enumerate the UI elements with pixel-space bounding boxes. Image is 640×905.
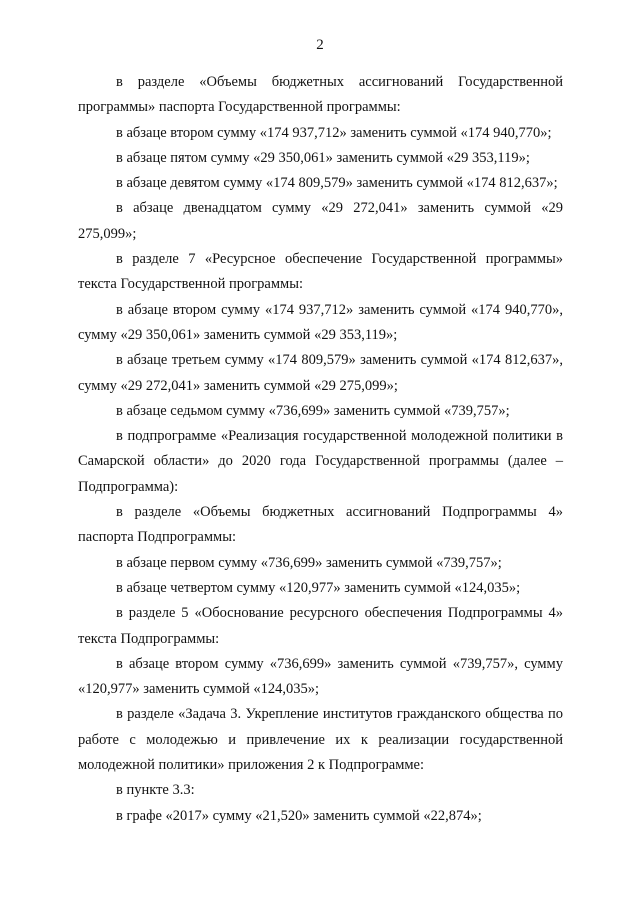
paragraph: в абзаце втором сумму «174 937,712» заменить суммой «174 940,770»; — [116, 124, 552, 141]
paragraph: в разделе 7 «Ресурсное обеспечение Государственной программы» текста Государственной программы: — [78, 251, 563, 293]
paragraph: в абзаце третьем сумму «174 809,579» заменить суммой «174 812,637», сумму «29 272,041» заменить суммой «29 275,099»; — [78, 352, 563, 394]
paragraph: в абзаце двенадцатом сумму «29 272,041» заменить суммой «29 275,099»; — [78, 200, 563, 242]
paragraph: в абзаце втором сумму «174 937,712» заменить суммой «174 940,770», сумму «29 350,061» заменить суммой «29 353,119»; — [78, 301, 563, 343]
paragraph: в подпрограмме «Реализация государственной молодежной политики в Самарской области» до 2020 года Государственной программы (далее – Подпрограмма): — [78, 428, 563, 495]
paragraph: в графе «2017» сумму «21,520» заменить суммой «22,874»; — [116, 807, 482, 824]
page-number: 2 — [316, 37, 324, 53]
document-body — [78, 70, 563, 829]
paragraph: в абзаце седьмом сумму «736,699» заменить суммой «739,757»; — [116, 402, 510, 419]
paragraph: в абзаце первом сумму «736,699» заменить суммой «739,757»; — [116, 554, 502, 571]
paragraph: в абзаце втором сумму «736,699» заменить суммой «739,757», сумму «120,977» заменить суммой «124,035»; — [78, 655, 563, 698]
paragraph: в пункте 3.3: — [116, 782, 195, 799]
paragraph: в разделе «Объемы бюджетных ассигнований Государственной программы» паспорта Государственной программы: — [78, 74, 563, 116]
paragraph: в разделе 5 «Обоснование ресурсного обеспечения Подпрограммы 4» текста Подпрограммы: — [78, 605, 563, 647]
paragraph: в абзаце девятом сумму «174 809,579» заменить суммой «174 812,637»; — [116, 175, 558, 192]
paragraph: в абзаце четвертом сумму «120,977» заменить суммой «124,035»; — [116, 579, 521, 596]
paragraph: в абзаце пятом сумму «29 350,061» заменить суммой «29 353,119»; — [116, 149, 530, 166]
paragraph: в разделе «Задача 3. Укрепление институтов гражданского общества по работе с молодежью и привлечение их к реализации государственной молодежной политики» приложения 2 к Подпрограмме: — [78, 706, 563, 774]
paragraph: в разделе «Объемы бюджетных ассигнований Подпрограммы 4» паспорта Подпрограммы: — [78, 504, 563, 546]
